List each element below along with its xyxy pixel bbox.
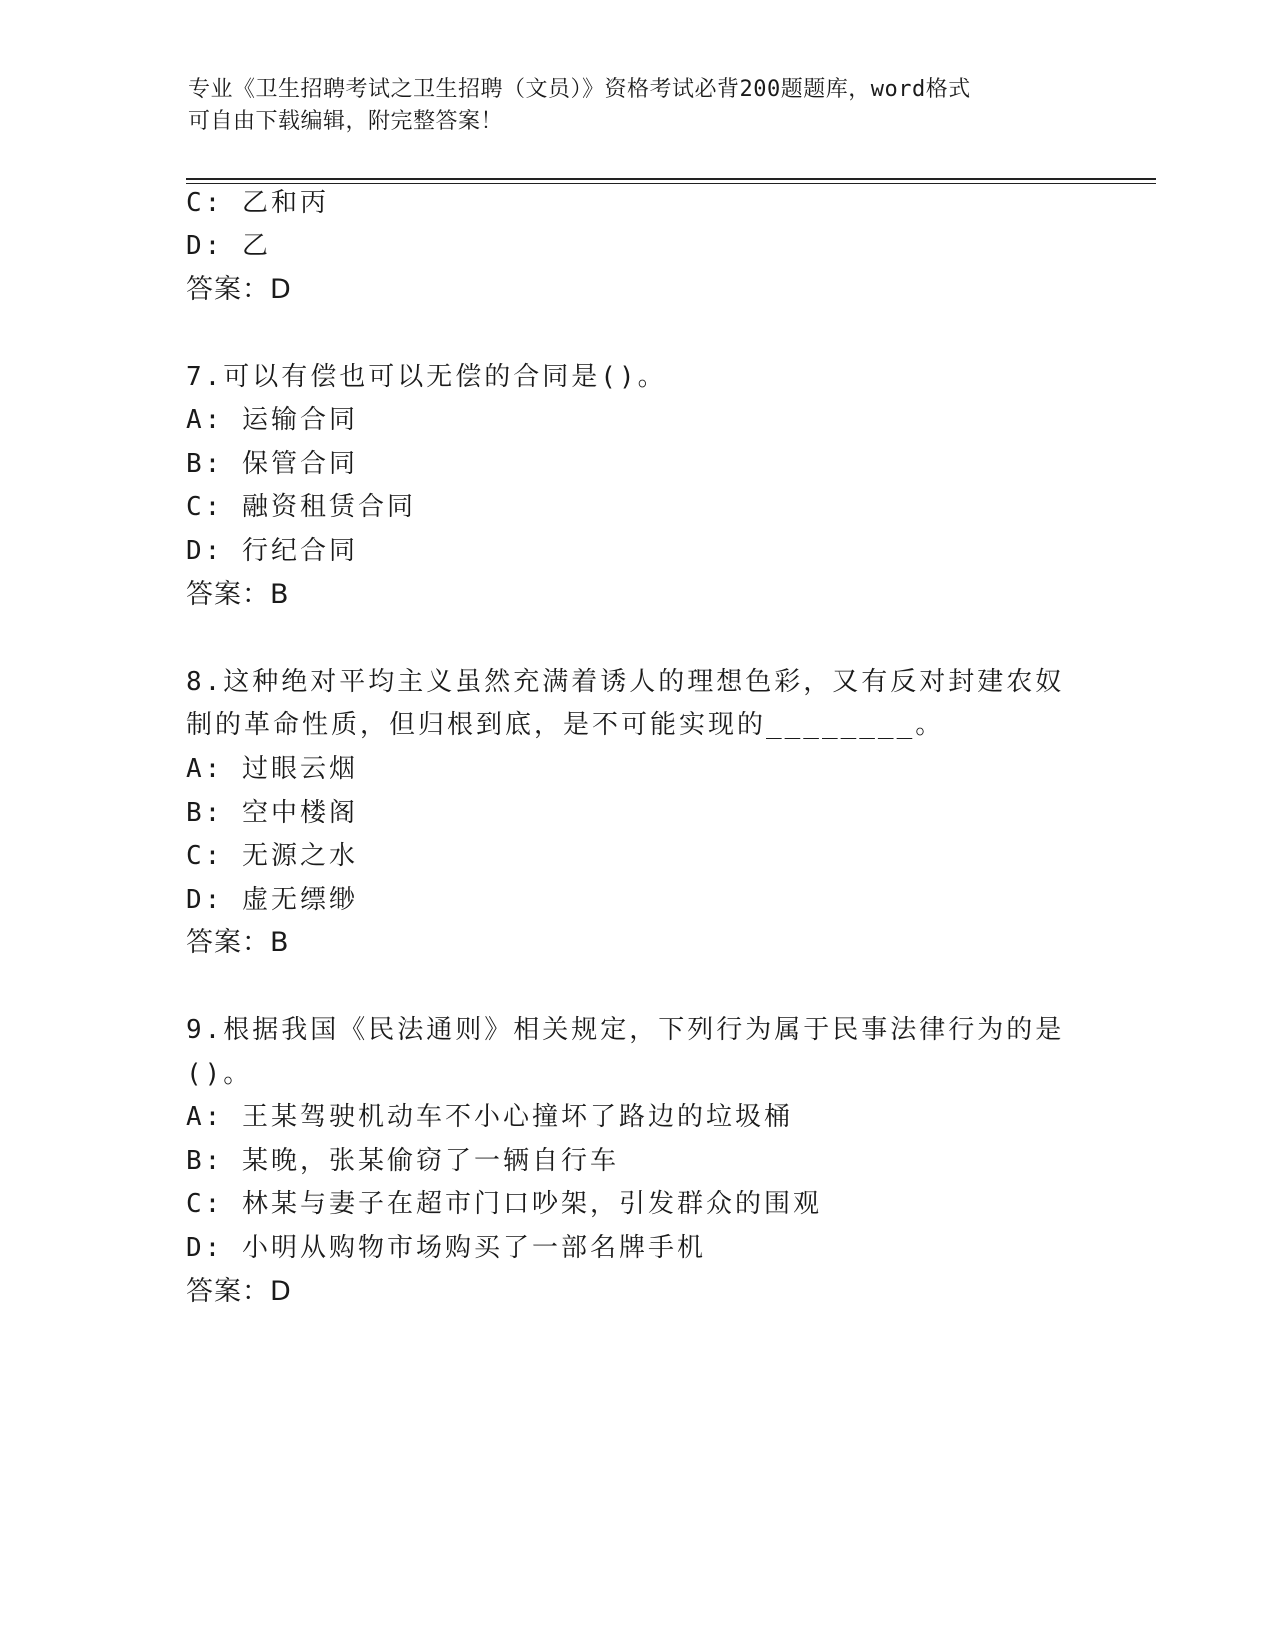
q9-answer: 答案：D — [186, 1276, 292, 1307]
document-header — [188, 74, 1088, 138]
q8-stem-line-2: 制的革命性质，但归根到底，是不可能实现的________。 — [186, 710, 945, 740]
q6-option-d: D: 乙 — [186, 231, 271, 261]
q8-option-b: B: 空中楼阁 — [186, 798, 358, 828]
header-title-line-1: 专业《卫生招聘考试之卫生招聘（文员）》资格考试必背200题题库，word格式 — [188, 77, 971, 102]
q6-option-c: C: 乙和丙 — [186, 188, 329, 218]
header-rule-thin — [186, 183, 1156, 184]
q9-option-b: B: 某晚，张某偷窃了一辆自行车 — [186, 1146, 619, 1176]
q9-stem-line-1: 9.根据我国《民法通则》相关规定，下列行为属于民事法律行为的是 — [186, 1015, 1065, 1045]
header-rule-thick — [186, 178, 1156, 180]
q8-option-c: C: 无源之水 — [186, 841, 358, 871]
q9-option-c: C: 林某与妻子在超市门口吵架，引发群众的围观 — [186, 1189, 822, 1219]
q7-option-a: A: 运输合同 — [186, 405, 358, 435]
q8-option-a: A: 过眼云烟 — [186, 754, 358, 784]
q7-stem: 7.可以有偿也可以无偿的合同是()。 — [186, 362, 667, 392]
q9-option-a: A: 王某驾驶机动车不小心撞坏了路边的垃圾桶 — [186, 1102, 793, 1132]
q7-option-d: D: 行纪合同 — [186, 536, 358, 566]
q6-answer: 答案：D — [186, 274, 292, 305]
q9-stem-line-2: ()。 — [186, 1059, 253, 1089]
q8-option-d: D: 虚无缥缈 — [186, 885, 358, 915]
q7-option-c: C: 融资租赁合同 — [186, 492, 416, 522]
q8-stem-line-1: 8.这种绝对平均主义虽然充满着诱人的理想色彩，又有反对封建农奴 — [186, 667, 1065, 697]
header-title-line-2: 可自由下载编辑，附完整答案！ — [188, 109, 504, 134]
q7-answer: 答案：B — [186, 579, 290, 610]
q8-answer: 答案：B — [186, 927, 290, 958]
q7-option-b: B: 保管合同 — [186, 449, 358, 479]
q9-option-d: D: 小明从购物市场购买了一部名牌手机 — [186, 1233, 706, 1263]
